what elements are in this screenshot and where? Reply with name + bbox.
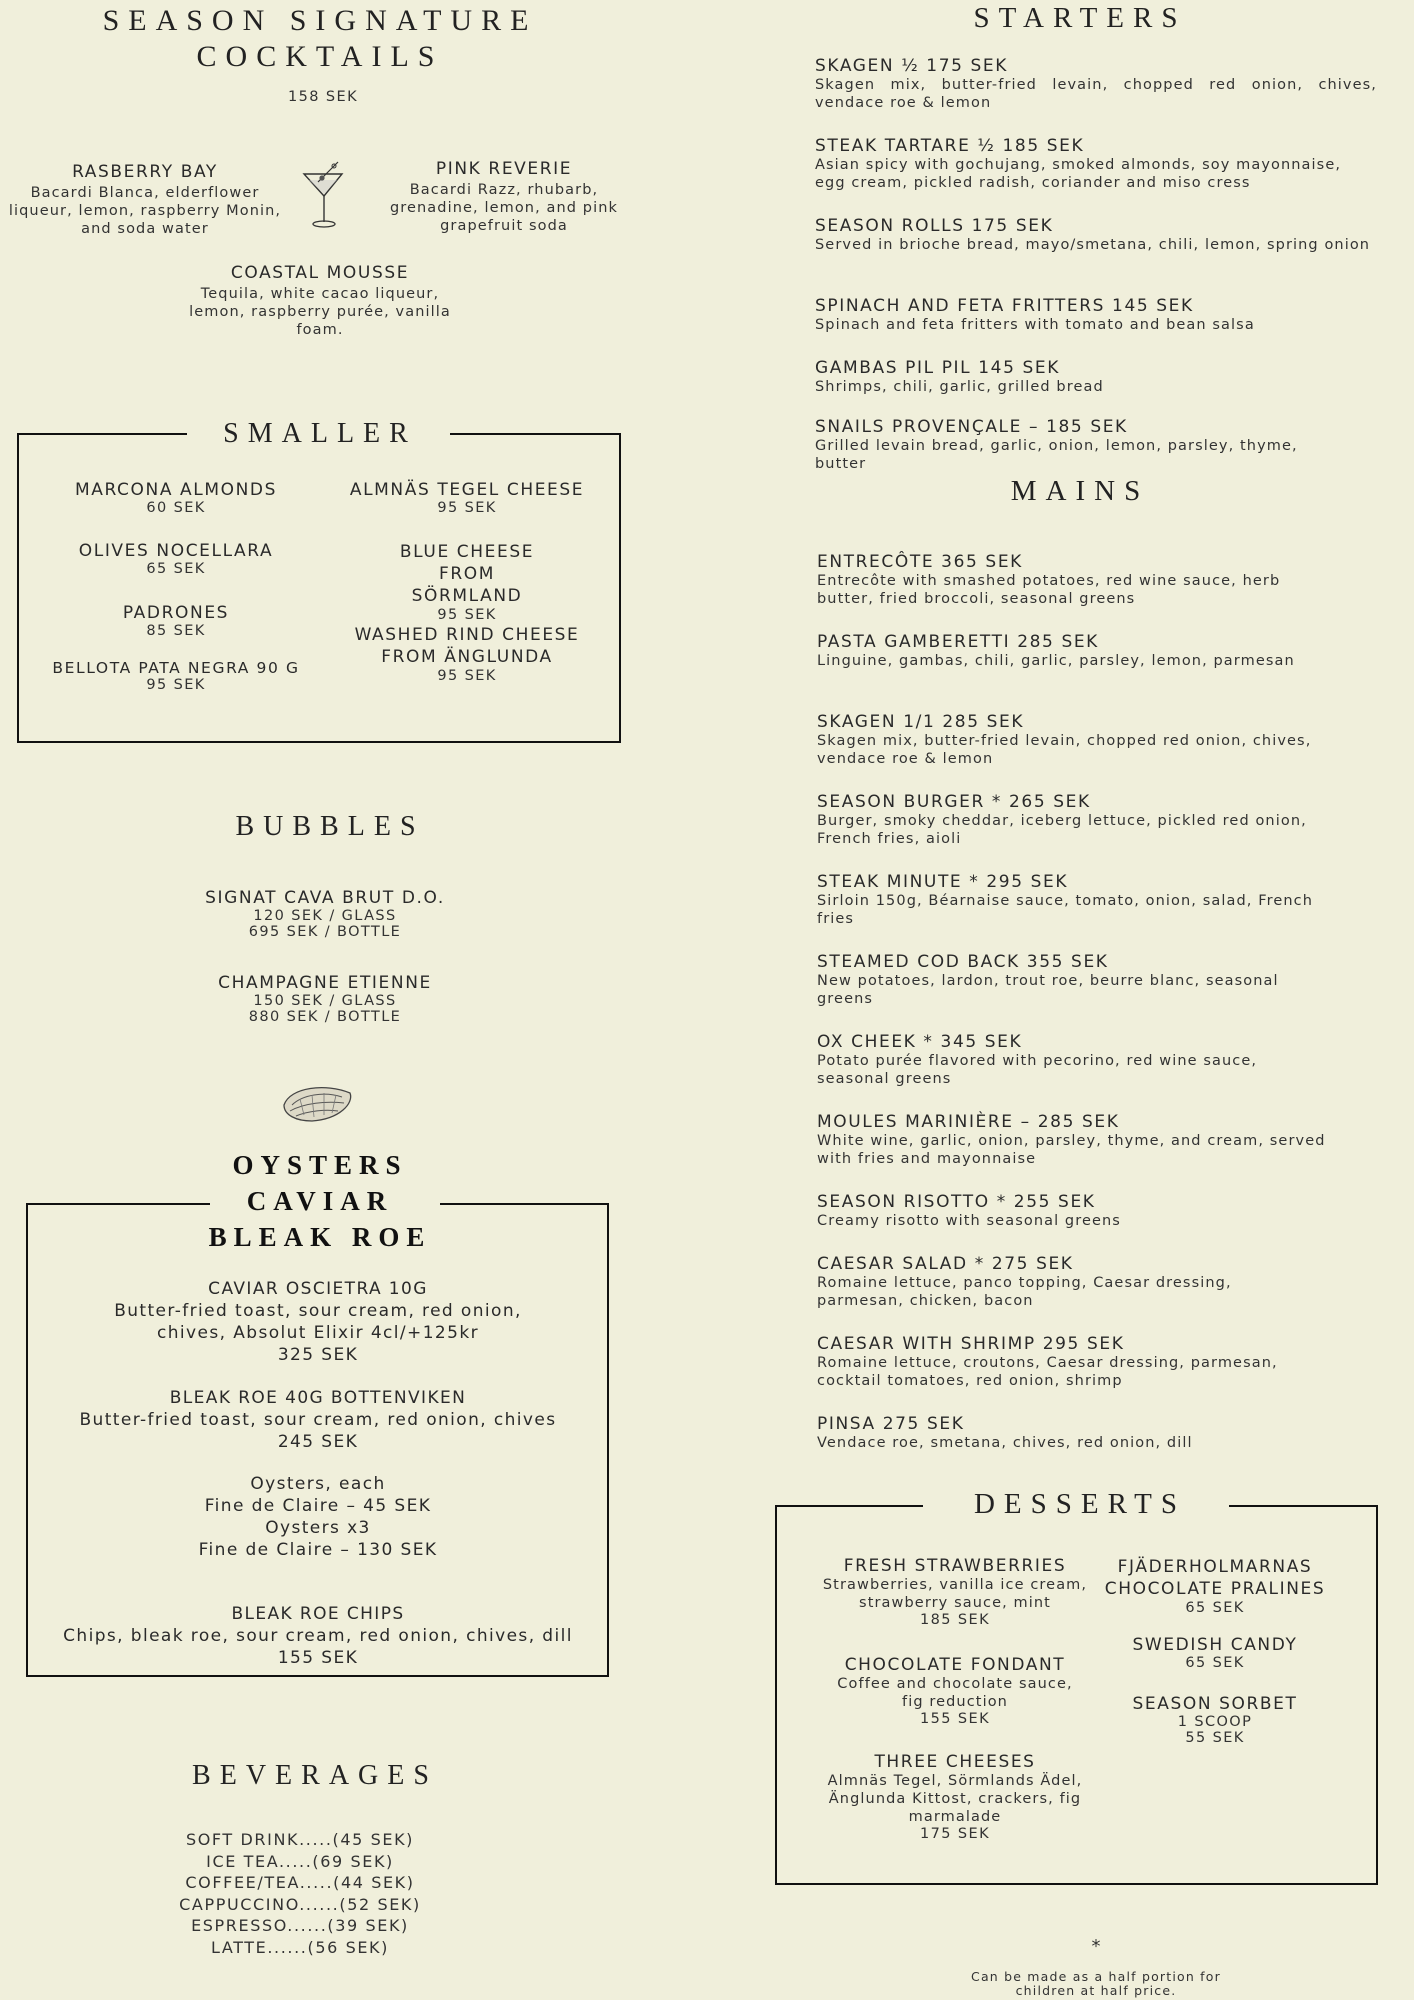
dessert-item — [815, 1752, 1095, 1842]
item-desc: Grilled levain bread, garlic, onion, lemon, parsley, thyme, butter — [815, 438, 1298, 472]
item-name: SEASON ROLLS 175 SEK — [815, 216, 1054, 236]
dessert-item — [815, 1556, 1095, 1628]
item-price: 65 SEK — [146, 561, 206, 577]
item-name: BLEAK ROE 40G BOTTENVIKEN — [169, 1388, 467, 1408]
main-item — [817, 1254, 1297, 1310]
desserts-frame-top-right — [1229, 1505, 1378, 1507]
cocktail-desc: Bacardi Blanca, elderflower liqueur, lemon, raspberry Monin, and soda water — [8, 185, 282, 237]
bubbles-title: BUBBLES — [235, 811, 425, 842]
item-desc: New potatoes, lardon, trout roe, beurre blanc, seasonal greens — [817, 973, 1279, 1007]
main-item — [817, 712, 1357, 768]
beverages-list — [140, 1829, 460, 1958]
main-item — [817, 552, 1337, 608]
item-name: ALMNÄS TEGEL CHEESE — [349, 480, 585, 500]
desserts-frame-right — [1376, 1505, 1378, 1885]
starter-item — [815, 216, 1377, 254]
oysters-frame-left — [26, 1203, 28, 1677]
item-desc: Linguine, gambas, chili, garlic, parsley, lemon, parmesan — [817, 653, 1295, 669]
item-desc: Served in brioche bread, mayo/smetana, chili, lemon, spring onion — [815, 237, 1371, 253]
caviar-item — [40, 1278, 596, 1366]
item-name: SPINACH AND FETA FRITTERS 145 SEK — [815, 296, 1194, 316]
item-price: 65 SEK — [1185, 1600, 1245, 1616]
item-name: OLIVES NOCELLARA — [78, 541, 274, 561]
dessert-item — [1100, 1635, 1330, 1671]
item-subtitle: 1 SCOOP — [1177, 1714, 1253, 1730]
starter-item — [815, 56, 1377, 112]
item-name: CHAMPAGNE ETIENNE — [218, 973, 432, 993]
item-desc: Skagen mix, butter-fried levain, chopped red onion, chives, vendace roe & lemon — [817, 733, 1312, 767]
oysters-item — [40, 1473, 596, 1561]
item-name: SEASON SORBET — [1132, 1694, 1298, 1714]
item-desc: Strawberries, vanilla ice cream, strawberry sauce, mint — [822, 1577, 1088, 1611]
item-name: PINSA 275 SEK — [817, 1414, 965, 1434]
item-desc: Almnäs Tegel, Sörmlands Ädel, Änglunda Kittost, crackers, fig marmalade — [827, 1773, 1083, 1825]
item-name: FJÄDERHOLMARNAS CHOCOLATE PRALINES — [1104, 1557, 1326, 1599]
main-item — [817, 1334, 1337, 1390]
item-name: GAMBAS PIL PIL 145 SEK — [815, 358, 1060, 378]
cocktail-item-coastal-mousse — [180, 263, 460, 339]
item-name: SIGNAT CAVA BRUT D.O. — [205, 888, 445, 908]
item-desc: Butter-fried toast, sour cream, red onion, chives — [79, 1410, 557, 1430]
oysters-line: Fine de Claire – 45 SEK — [204, 1496, 432, 1516]
beverage-item: ESPRESSO......(39 SEK) — [191, 1916, 409, 1935]
oysters-line: Fine de Claire – 130 SEK — [198, 1540, 438, 1560]
item-price-glass: 150 SEK / GLASS — [253, 993, 397, 1009]
item-name: CAESAR WITH SHRIMP 295 SEK — [817, 1334, 1125, 1354]
item-name: SEASON RISOTTO * 255 SEK — [817, 1192, 1096, 1212]
oysters-line: Oysters, each — [250, 1474, 386, 1494]
main-item — [817, 1112, 1327, 1168]
oysters-frame-right — [607, 1203, 609, 1677]
smaller-item — [40, 480, 312, 516]
smaller-frame-left — [17, 433, 19, 743]
item-price: 185 SEK — [920, 1612, 990, 1628]
smaller-item — [340, 624, 594, 684]
item-price: 95 SEK — [437, 668, 497, 684]
item-name: CHOCOLATE FONDANT — [844, 1655, 1066, 1675]
main-item — [817, 872, 1347, 928]
desserts-frame-bottom — [775, 1883, 1378, 1885]
item-price-bottle: 695 SEK / BOTTLE — [248, 924, 402, 940]
item-price: 175 SEK — [920, 1826, 990, 1842]
item-name: FRESH STRAWBERRIES — [843, 1556, 1067, 1576]
item-desc: Burger, smoky cheddar, iceberg lettuce, pickled red onion, French fries, aioli — [817, 813, 1307, 847]
item-price: 95 SEK — [437, 500, 497, 516]
beverage-item: ICE TEA.....(69 SEK) — [206, 1851, 394, 1871]
oysters-title-line3: BLEAK ROE — [208, 1222, 432, 1252]
main-item — [817, 792, 1347, 848]
item-name: SNAILS PROVENÇALE – 185 SEK — [815, 417, 1128, 437]
smaller-title: SMALLER — [223, 418, 417, 449]
item-price: 85 SEK — [146, 623, 206, 639]
item-name: SEASON BURGER * 265 SEK — [817, 792, 1091, 812]
item-name: STEAK TARTARE ½ 185 SEK — [815, 136, 1085, 156]
smaller-frame-right — [619, 433, 621, 743]
item-desc: Shrimps, chili, garlic, grilled bread — [815, 379, 1104, 395]
desserts-frame-left — [775, 1505, 777, 1885]
main-item — [817, 952, 1327, 1008]
martini-glass-icon — [300, 158, 346, 230]
item-desc: Butter-fried toast, sour cream, red onion, chives, Absolut Elixir 4cl/+125kr — [114, 1301, 522, 1343]
item-name: BLEAK ROE CHIPS — [231, 1604, 405, 1624]
item-price-glass: 120 SEK / GLASS — [253, 908, 397, 924]
smaller-item — [40, 541, 312, 577]
dessert-item — [815, 1655, 1095, 1727]
main-item — [817, 1414, 1337, 1452]
item-name: CAESAR SALAD * 275 SEK — [817, 1254, 1074, 1274]
item-name: PADRONES — [122, 603, 230, 623]
beverage-item: SOFT DRINK.....(45 SEK) — [185, 1830, 415, 1849]
item-desc: Skagen mix, butter-fried levain, chopped red onion, chives, vendace roe & lemon — [815, 77, 1377, 111]
cocktail-item-pink-reverie — [382, 159, 626, 235]
footnote-text: Can be made as a half portion for children at half price. — [971, 1969, 1221, 1998]
smaller-item — [40, 659, 312, 693]
bleak-roe-item — [40, 1387, 596, 1453]
item-name: BLUE CHEESE FROM SÖRMLAND — [399, 542, 535, 606]
cocktail-desc: Tequila, white cacao liqueur, lemon, raspberry purée, vanilla foam. — [189, 286, 451, 338]
mains-title: MAINS — [1010, 475, 1150, 507]
cocktail-name: RASBERRY BAY — [72, 162, 218, 182]
item-price: 55 SEK — [1185, 1730, 1245, 1746]
cocktail-name: COASTAL MOUSSE — [230, 263, 410, 283]
item-desc: Chips, bleak roe, sour cream, red onion, chives, dill — [63, 1626, 573, 1646]
item-name: ENTRECÔTE 365 SEK — [817, 552, 1023, 572]
item-desc: Potato purée flavored with pecorino, red wine sauce, seasonal greens — [817, 1053, 1258, 1087]
smaller-frame-bottom — [17, 741, 621, 743]
item-price: 65 SEK — [1185, 1655, 1245, 1671]
item-name: SKAGEN ½ 175 SEK — [815, 56, 1009, 76]
oysters-title-line1: OYSTERS — [232, 1150, 408, 1180]
cocktail-item-rasberry-bay — [0, 162, 290, 238]
cocktail-desc: Bacardi Razz, rhubarb, grenadine, lemon, and pink grapefruit soda — [389, 182, 619, 234]
item-name: STEAMED COD BACK 355 SEK — [817, 952, 1109, 972]
item-name: MARCONA ALMONDS — [74, 480, 277, 500]
item-name: SWEDISH CANDY — [1132, 1635, 1298, 1655]
main-item — [817, 632, 1357, 670]
main-item — [817, 1032, 1327, 1088]
smaller-item — [40, 603, 312, 639]
starter-item — [815, 136, 1377, 192]
smaller-frame-top-right — [450, 433, 621, 435]
oysters-frame-top-left — [26, 1203, 210, 1205]
smaller-item — [340, 480, 594, 516]
item-desc: White wine, garlic, onion, parsley, thyme, and cream, served with fries and mayonnaise — [817, 1133, 1326, 1167]
smaller-item — [340, 541, 594, 623]
starters-title: STARTERS — [973, 2, 1187, 34]
beverage-item: CAPPUCCINO......(52 SEK) — [179, 1894, 421, 1914]
item-name: THREE CHEESES — [874, 1752, 1036, 1772]
oysters-line: Oysters x3 — [265, 1518, 371, 1538]
desserts-frame-top-left — [775, 1505, 923, 1507]
cocktails-price: 158 SEK — [288, 89, 358, 105]
footnote-symbol: * — [1091, 1936, 1101, 1957]
item-desc: Asian spicy with gochujang, smoked almonds, soy mayonnaise, egg cream, pickled radish, coriander and miso cress — [815, 157, 1342, 191]
item-desc: Spinach and feta fritters with tomato and bean salsa — [815, 317, 1255, 333]
item-name: CAVIAR OSCIETRA 10G — [208, 1279, 428, 1299]
main-item — [817, 1192, 1337, 1230]
cocktails-title-line2: COCKTAILS — [196, 40, 444, 73]
starter-item — [815, 296, 1377, 334]
oysters-title-line2: CAVIAR — [246, 1186, 394, 1216]
item-price: 245 SEK — [277, 1432, 359, 1452]
cocktail-name: PINK REVERIE — [435, 159, 573, 179]
item-price: 95 SEK — [437, 607, 497, 623]
item-name: PASTA GAMBERETTI 285 SEK — [817, 632, 1099, 652]
item-price: 60 SEK — [146, 500, 206, 516]
oysters-frame-bottom — [26, 1675, 609, 1677]
item-desc: Coffee and chocolate sauce, fig reduction — [837, 1676, 1073, 1710]
item-price: 155 SEK — [277, 1648, 359, 1668]
starter-item — [815, 417, 1335, 473]
bubbles-item — [160, 888, 490, 940]
item-name: MOULES MARINIÈRE – 285 SEK — [817, 1112, 1120, 1132]
item-desc: Romaine lettuce, croutons, Caesar dressing, parmesan, cocktail tomatoes, red onion, shrimp — [817, 1355, 1278, 1389]
item-price: 155 SEK — [920, 1711, 990, 1727]
beverage-item: COFFEE/TEA.....(44 SEK) — [185, 1873, 415, 1892]
beverage-item: LATTE......(56 SEK) — [211, 1937, 389, 1957]
oyster-shell-icon — [278, 1081, 356, 1125]
cocktails-title-line1: SEASON SIGNATURE — [102, 4, 538, 37]
beverages-title: BEVERAGES — [192, 1760, 438, 1791]
item-name: OX CHEEK * 345 SEK — [817, 1032, 1023, 1052]
smaller-frame-top-left — [17, 433, 187, 435]
dessert-item — [1100, 1694, 1330, 1746]
item-desc: Creamy risotto with seasonal greens — [817, 1213, 1121, 1229]
starter-item — [815, 358, 1377, 396]
bleak-roe-chips-item — [40, 1603, 596, 1669]
item-name: WASHED RIND CHEESE FROM ÄNGLUNDA — [354, 625, 580, 667]
oysters-frame-top-right — [440, 1203, 609, 1205]
item-desc: Vendace roe, smetana, chives, red onion, dill — [817, 1435, 1193, 1451]
item-name: STEAK MINUTE * 295 SEK — [817, 872, 1069, 892]
bubbles-item — [160, 973, 490, 1025]
item-desc: Romaine lettuce, panco topping, Caesar dressing, parmesan, chicken, bacon — [817, 1275, 1232, 1309]
desserts-title: DESSERTS — [973, 1488, 1187, 1520]
item-name: SKAGEN 1/1 285 SEK — [817, 712, 1025, 732]
item-desc: Sirloin 150g, Béarnaise sauce, tomato, onion, salad, French fries — [817, 893, 1313, 927]
item-name: BELLOTA PATA NEGRA 90 G — [52, 659, 300, 677]
item-desc: Entrecôte with smashed potatoes, red wine sauce, herb butter, fried broccoli, seasonal greens — [817, 573, 1281, 607]
item-price: 325 SEK — [277, 1345, 359, 1365]
item-price: 95 SEK — [146, 677, 206, 693]
item-price-bottle: 880 SEK / BOTTLE — [248, 1009, 402, 1025]
dessert-item — [1100, 1556, 1330, 1616]
